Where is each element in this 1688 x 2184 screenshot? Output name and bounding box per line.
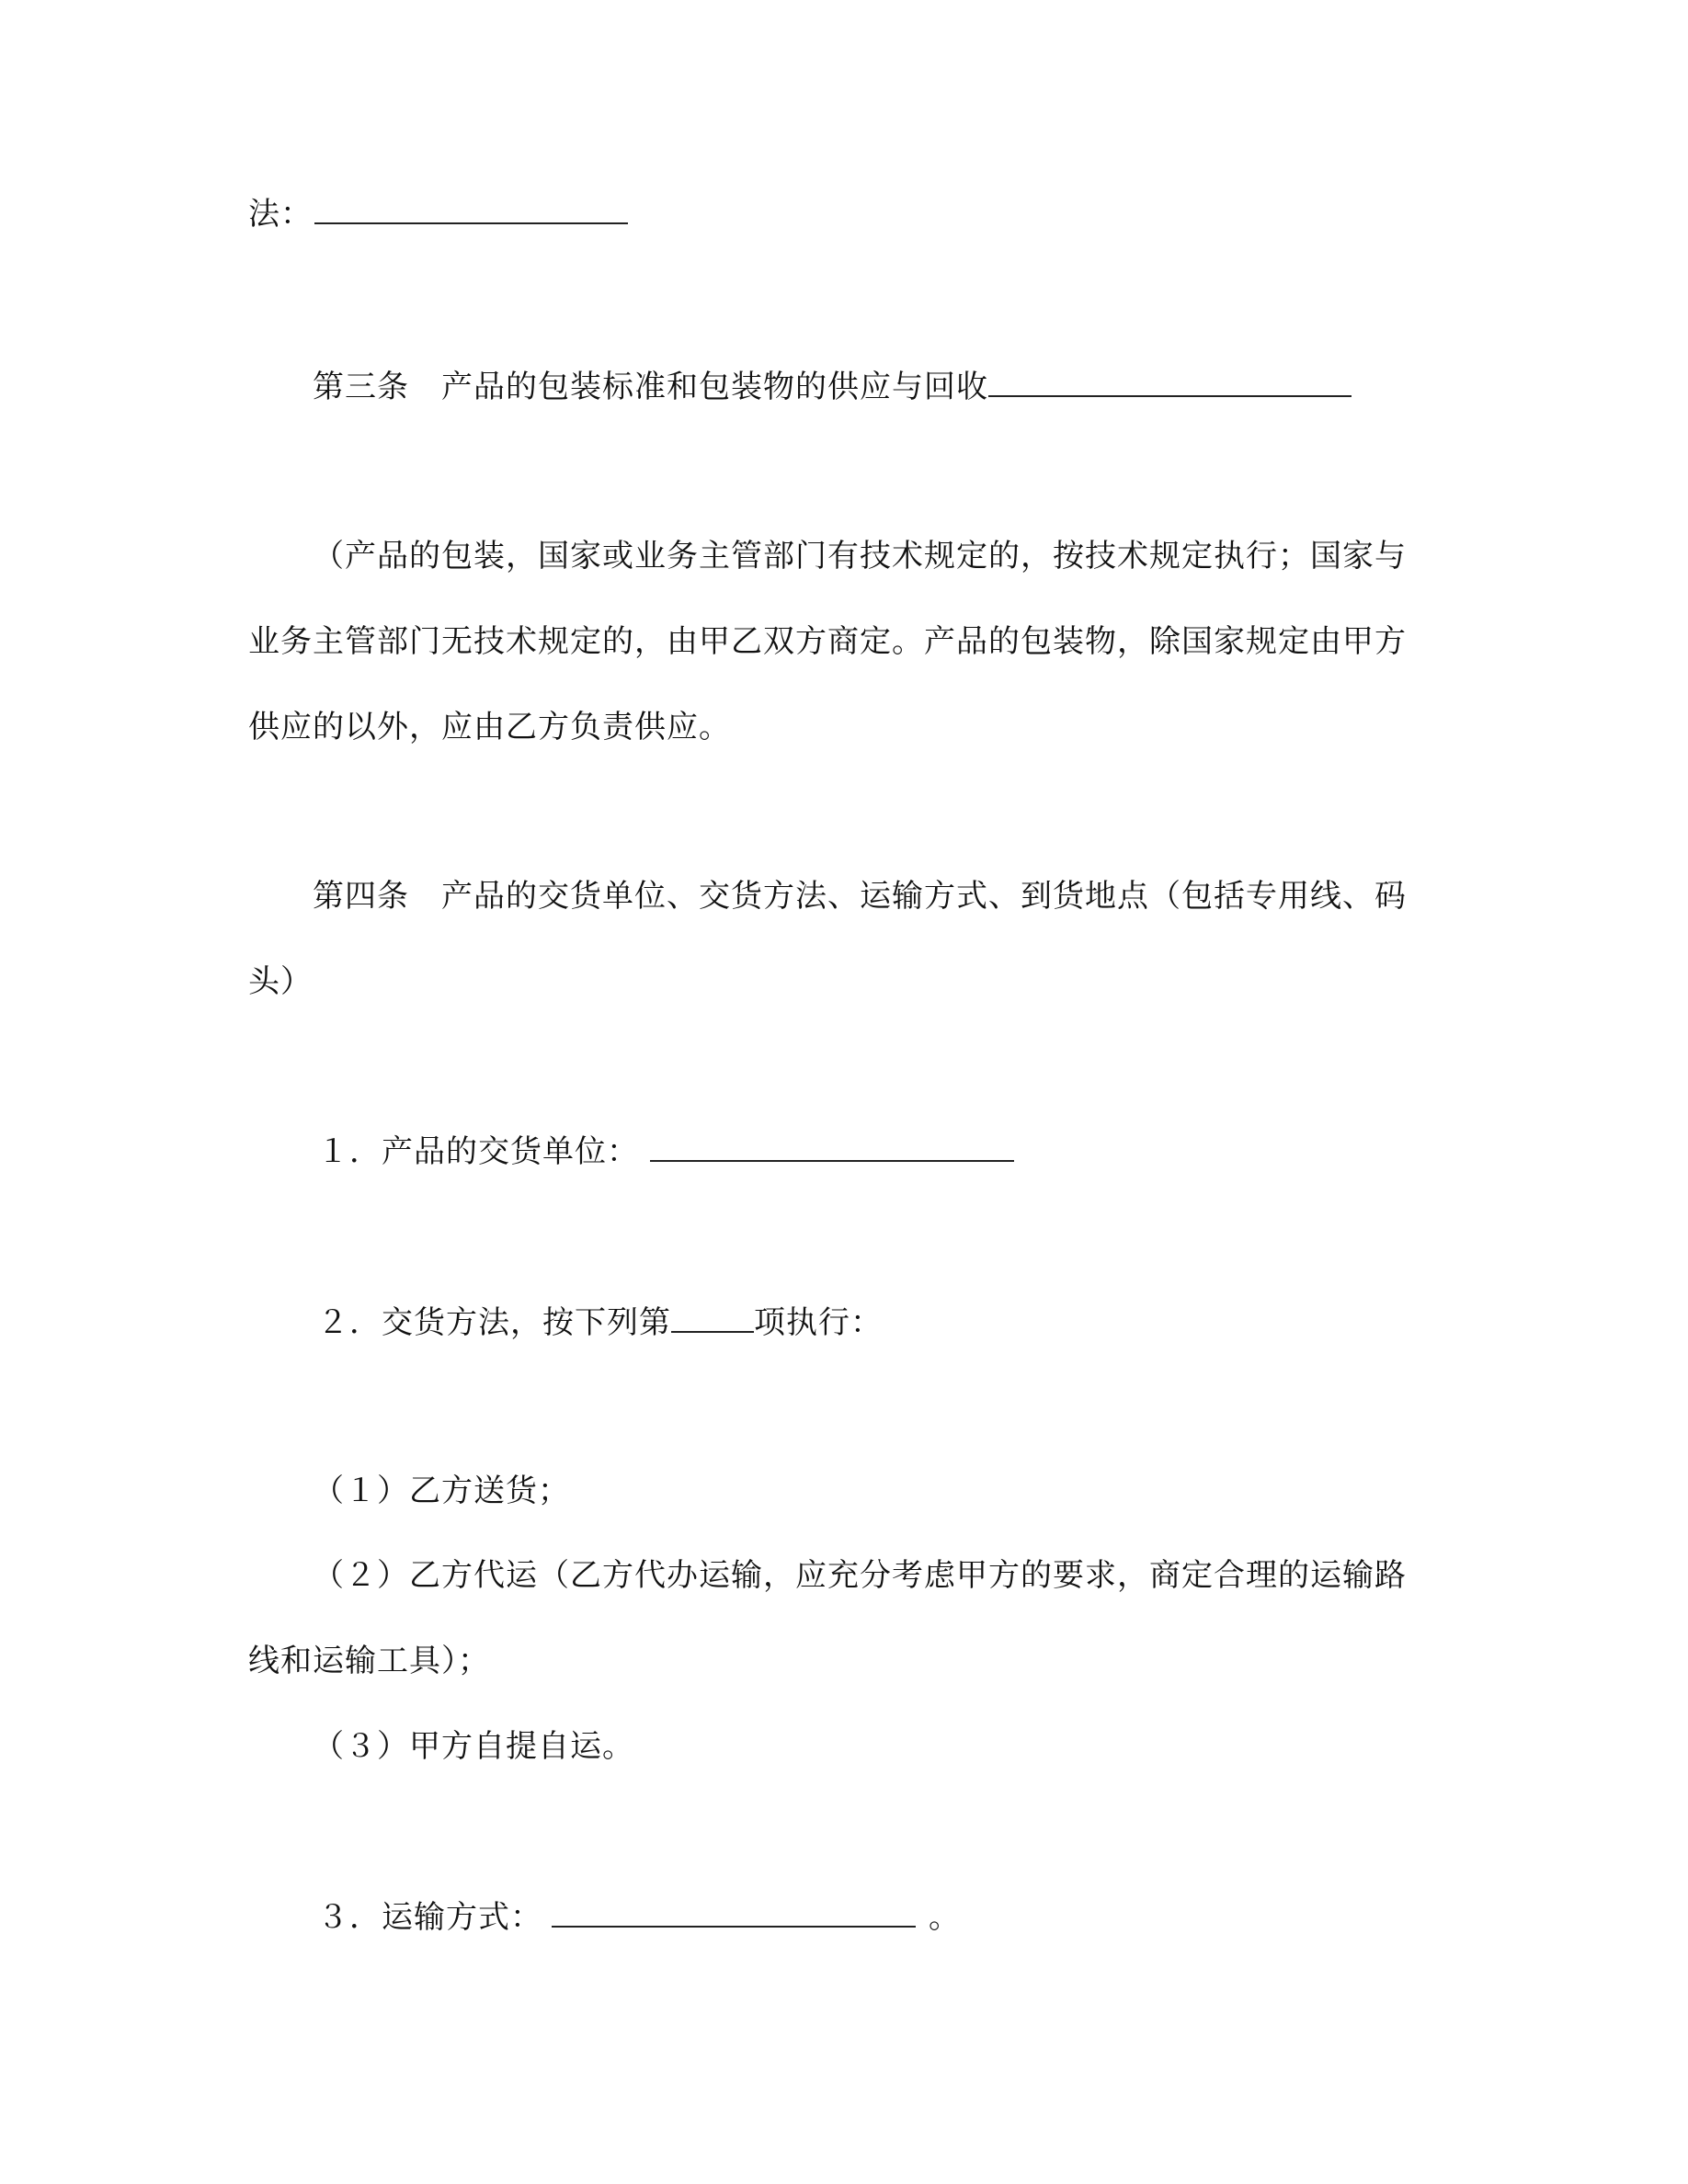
intro-tail-label: 法： (248, 196, 313, 233)
article4-heading-line-2: 头） (248, 963, 313, 1000)
intro-tail-line (248, 195, 628, 233)
blank-field[interactable] (988, 368, 1352, 397)
option-2-line-2: 线和运输工具）； (248, 1643, 490, 1679)
article4-item1 (317, 1132, 1014, 1170)
option-1: （１）乙方送货； (313, 1473, 570, 1509)
transport-method-field[interactable] (552, 1898, 916, 1928)
article4-item2 (317, 1303, 883, 1341)
article3-heading (313, 368, 1352, 405)
option-2-line-1: （２）乙方代运（乙方代办运输，应充分考虑甲方的要求，商定合理的运输路 (313, 1557, 1407, 1594)
item1-label: １．产品的交货单位： (317, 1133, 639, 1170)
item3-label: ３．运输方式： (317, 1899, 542, 1936)
item3-suffix: 。 (929, 1899, 961, 1936)
option-3: （３）甲方自提自运。 (313, 1728, 634, 1765)
delivery-unit-field[interactable] (650, 1132, 1014, 1162)
article4-heading-line-1: 第四条 产品的交货单位、交货方法、运输方式、到货地点（包括专用线、码 (313, 878, 1407, 915)
article3-note-line-2: 业务主管部门无技术规定的，由甲乙双方商定。产品的包装物，除国家规定由甲方 (248, 623, 1407, 660)
article4-item3 (317, 1898, 961, 1936)
blank-field[interactable] (314, 195, 628, 224)
article3-title: 第三条 产品的包装标准和包装物的供应与回收 (313, 369, 988, 405)
item2-suffix: 项执行： (754, 1304, 883, 1341)
article3-note-line-3: 供应的以外，应由乙方负责供应。 (248, 709, 731, 745)
item2-prefix: ２．交货方法，按下列第 (317, 1304, 671, 1341)
article3-note-line-1: （产品的包装，国家或业务主管部门有技术规定的，按技术规定执行；国家与 (313, 538, 1407, 574)
delivery-method-choice-field[interactable] (671, 1303, 754, 1333)
